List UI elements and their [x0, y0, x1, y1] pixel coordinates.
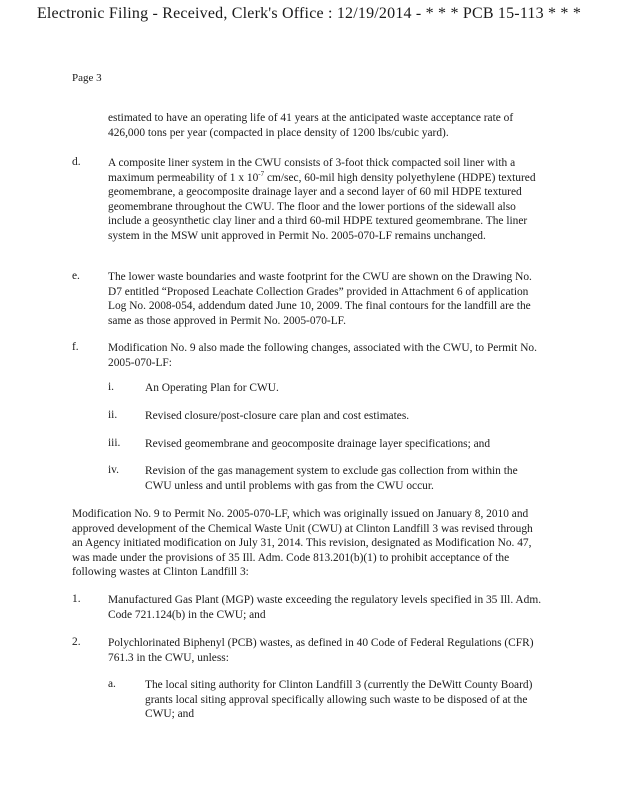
subitem-text: Revision of the gas management system to exclude gas collection from within the CWU unless and until problems with gas from the CWU occur.: [145, 465, 518, 492]
numbered-item-marker: 1.: [72, 593, 81, 605]
item-e-marker: e.: [72, 270, 80, 282]
subitem-marker: ii.: [108, 409, 118, 421]
subitem-marker: iv.: [108, 464, 119, 476]
page-label: Page 3: [72, 72, 102, 84]
permeability-exponent: -7: [258, 169, 265, 178]
subitem-marker: i.: [108, 381, 115, 393]
subitem-marker: iii.: [108, 437, 121, 449]
filing-stamp-header: Electronic Filing - Received, Clerk's Office : 12/19/2014 - * * * PCB 15-113 * * *: [36, 5, 582, 22]
subitem-text: Revised geomembrane and geocomposite drainage layer specifications; and: [145, 438, 491, 450]
numbered-item-text: Polychlorinated Biphenyl (PCB) wastes, as defined in 40 Code of Federal Regulations (CFR) 761.3 in the CWU, unless:: [108, 637, 534, 664]
numbered-item-marker: 2.: [72, 636, 81, 648]
numbered-item-text: Manufactured Gas Plant (MGP) waste exceeding the regulatory levels specified in 35 Ill. Adm. Code 721.124(b) in the CWU; and: [108, 594, 542, 621]
item-a-marker: a.: [108, 678, 116, 690]
item-f-marker: f.: [72, 341, 79, 353]
modification-paragraph: Modification No. 9 to Permit No. 2005-070-LF, which was originally issued on January 8, 2010 and approved development of the Chemical Waste Unit (CWU) at Clinton Landfill 3 was revised through an Agency initiated modification on July 31, 2014. This revision, designated as Modification No. 47, was made under the provisions of 35 Ill. Adm. Code 813.201(b)(1) to prohibit acceptance of the following wastes at Clinton Landfill 3:: [72, 508, 533, 579]
subitem-text: Revised closure/post-closure care plan and cost estimates.: [145, 410, 410, 422]
item-a-text: The local siting authority for Clinton Landfill 3 (currently the DeWitt County Board) grants local siting approval specifically allowing such waste to be disposed of at the CWU; and: [145, 679, 533, 721]
item-d-text-post: cm/sec, 60-mil high density polyethylene (HDPE) textured geomembrane, a geocomposite drainage layer and a second layer of 60 mil HDPE textured geomembrane throughout the CWU. The floor and the lower portions of the sidewall also include a geosynthetic clay liner and a third 60-mil HDPE textured geomembrane. The liner system in the MSW unit approved in Permit No. 2005-070-LF remains unchanged.: [108, 171, 536, 242]
item-f-text: Modification No. 9 also made the following changes, associated with the CWU, to Permit No. 2005-070-LF:: [108, 342, 537, 369]
item-d-marker: d.: [72, 156, 81, 168]
subitem-text: An Operating Plan for CWU.: [145, 382, 279, 394]
item-d-text: [108, 156, 544, 244]
item-d-text-pre: A composite liner system in the CWU consists of 3-foot thick compacted soil liner with a maximum permeability of 1 x 10: [108, 157, 516, 184]
item-e-text: The lower waste boundaries and waste footprint for the CWU are shown on the Drawing No. D7 entitled “Proposed Leachate Collection Grades” provided in Attachment 6 of application Log No. 2008-054, addendum dated June 10, 2009. The final contours for the landfill are the same as those approved in Permit No. 2005-070-LF.: [108, 271, 532, 327]
intro-paragraph: estimated to have an operating life of 41 years at the anticipated waste acceptance rate of 426,000 tons per year (compacted in place density of 1200 lbs/cubic yard).: [108, 112, 514, 139]
